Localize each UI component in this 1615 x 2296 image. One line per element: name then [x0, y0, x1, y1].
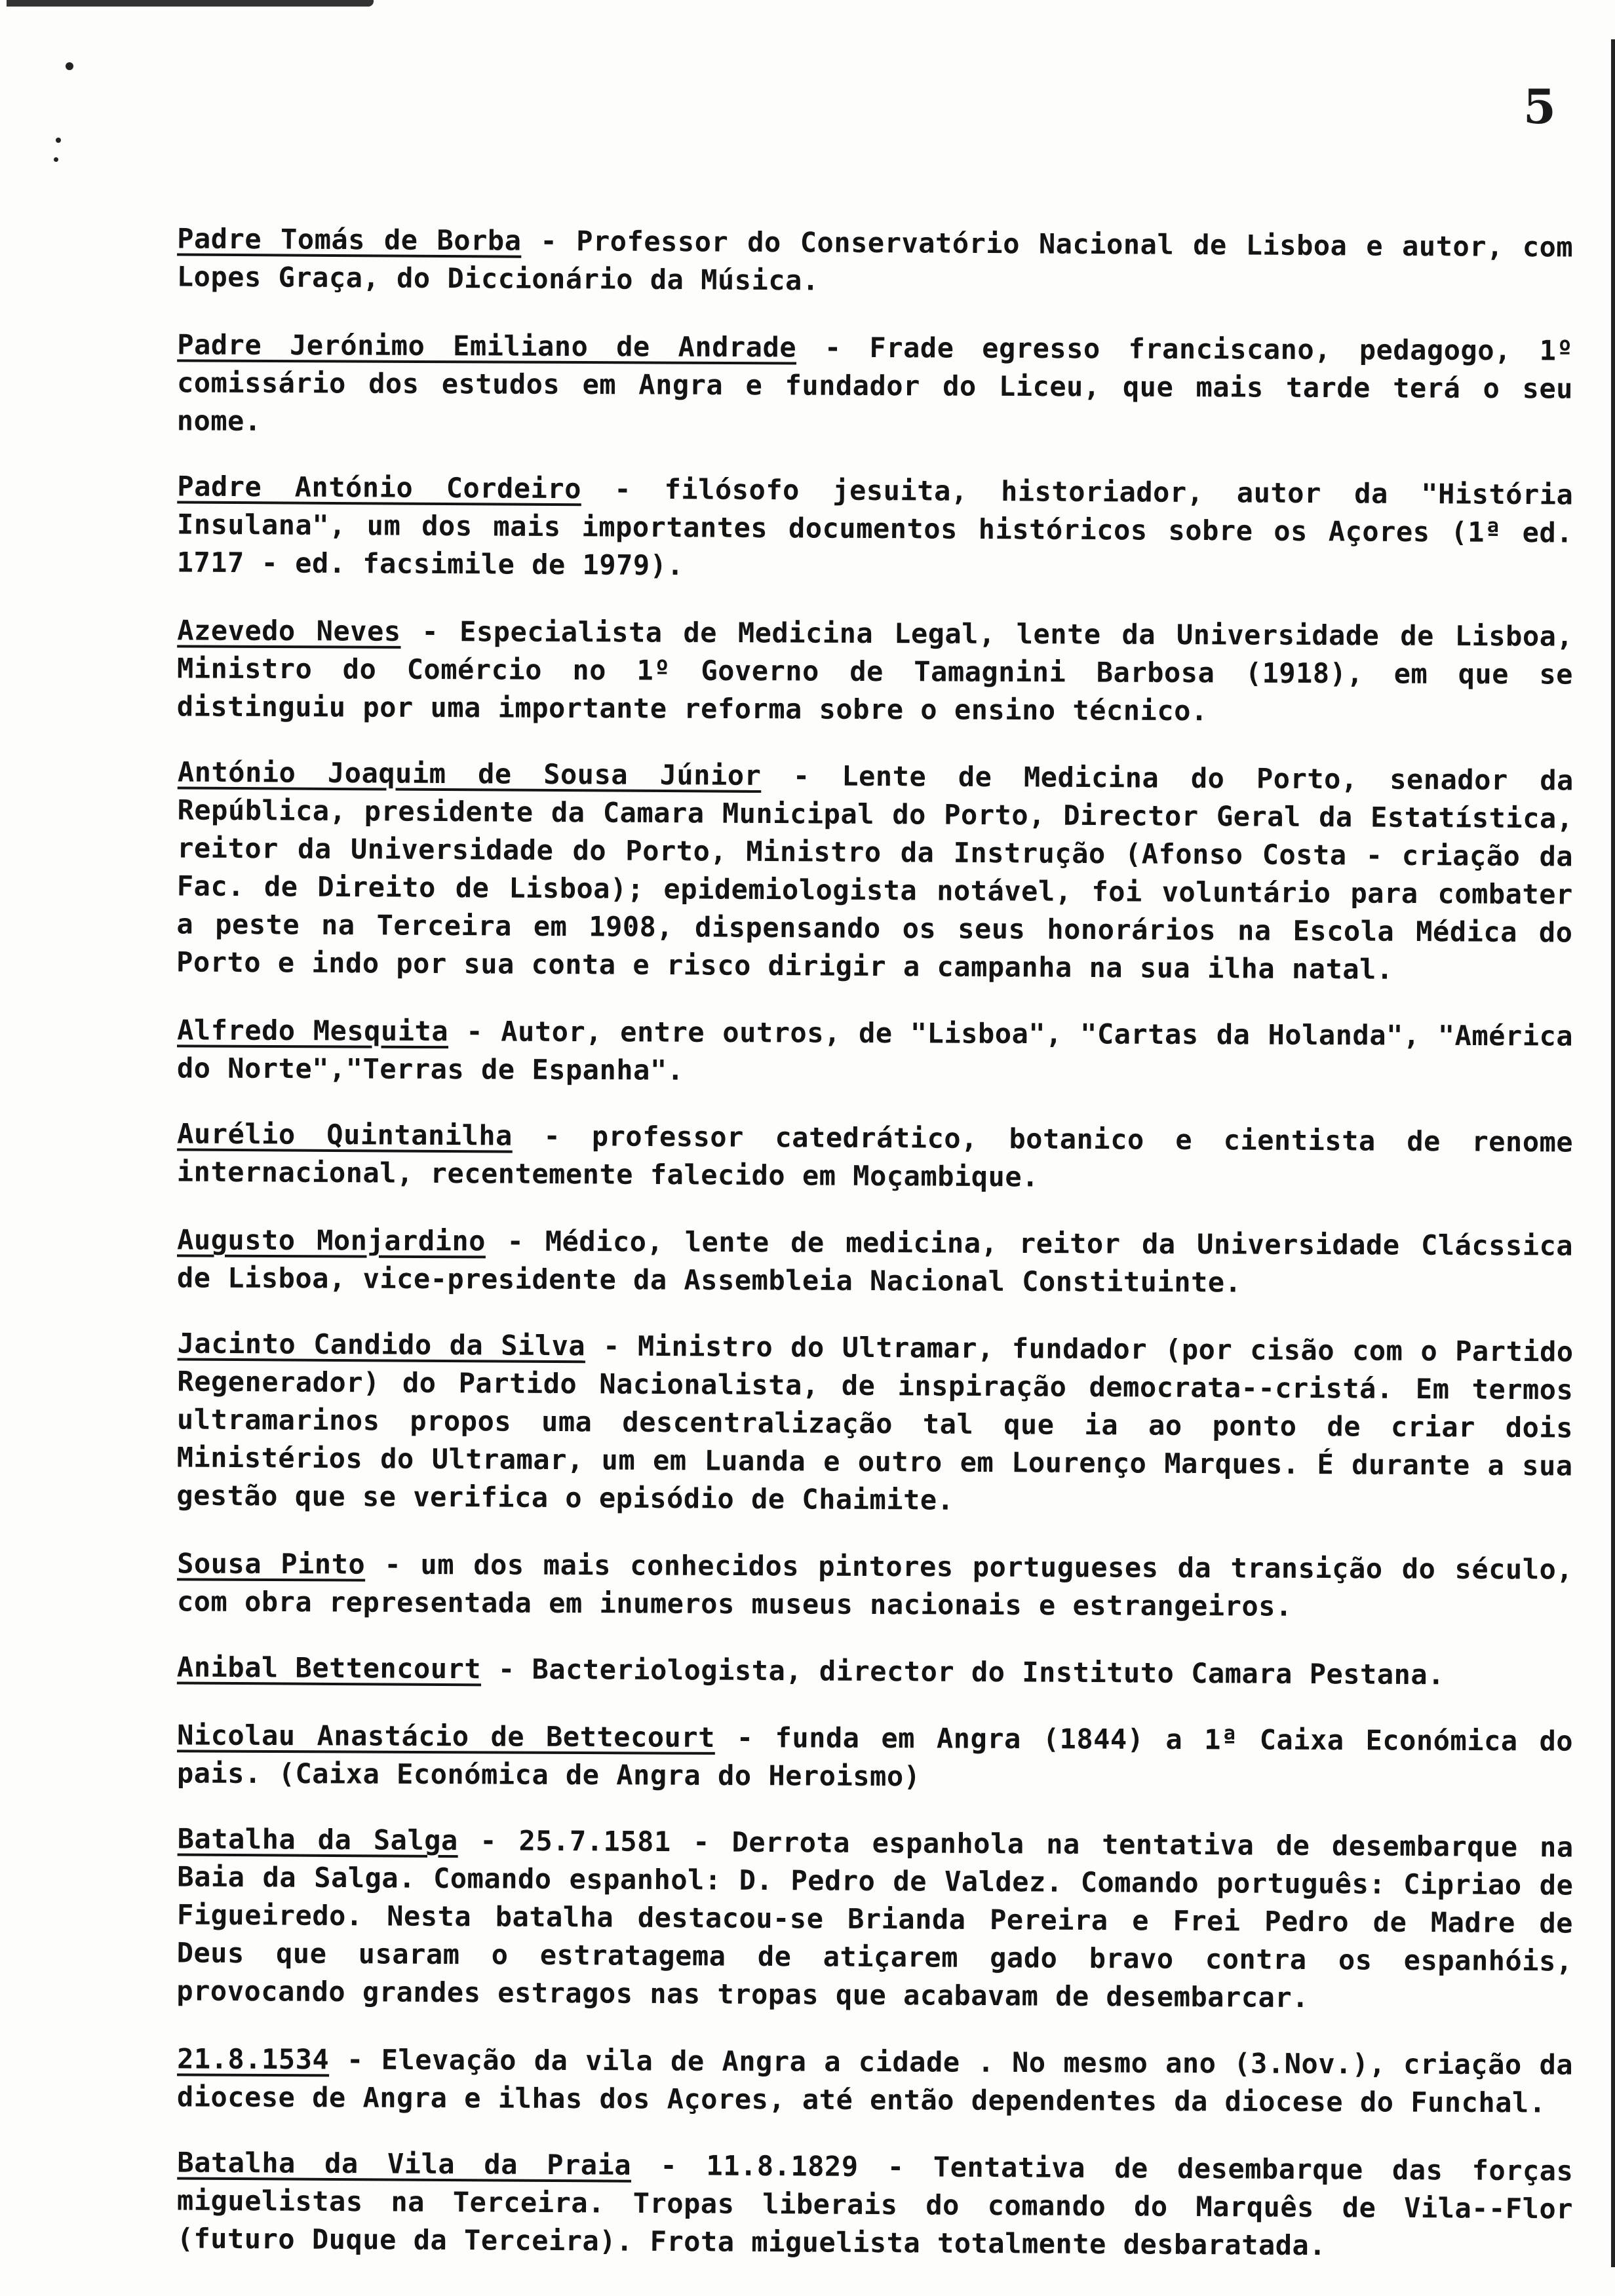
entry-term: Aurélio Quintanilha: [177, 1117, 513, 1152]
entry-description: - filósofo jesuita, historiador, autor da "História Insulana", um dos mais importantes documentos históricos sobre os Açores (1ª ed. 1717 - ed. facsimile de 1979).: [176, 472, 1574, 582]
entry-term: Padre Jerónimo Emiliano de Andrade: [177, 328, 797, 364]
entry-term: Augusto Monjardino: [177, 1223, 486, 1257]
scan-edge-mark: [1611, 39, 1615, 2267]
entry-description: - Lente de Medicina do Porto, senador da República, presidente da Camara Municipal do Porto, Director Geral da Estatística, reitor da Universidade do Porto, Ministro da Instrução (Afonso Costa - criação da Fac. de Direito de Lisboa); epidemiologista notável, foi voluntário para combater a peste na Terceira em 1908, dispensando os seus honorários na Escola Médica do Porto e indo por sua conta e risco dirigir a campanha na sua ilha natal.: [176, 759, 1574, 985]
glossary-entry: [176, 467, 1573, 590]
entry-description: - Bacteriologista, director do Instituto Camara Pestana.: [481, 1653, 1445, 1691]
glossary-entry: [176, 1324, 1574, 1523]
entry-description: - 25.7.1581 - Derrota espanhola na tentativa de desembarque na Baia da Salga. Comando espanhol: D. Pedro de Valdez. Comando português: Cipriao de Figueiredo. Nesta batalha destacou-se Brianda Pereira e Frei Pedro de Madre de Deus que usaram o estratagema de atiçarem gado bravo contra os espanhóis, provocando grandes estragos nas tropas que acabavam de desembarcar.: [176, 1824, 1574, 2014]
entry-description: - Elevação da vila de Angra a cidade . No mesmo ano (3.Nov.), criação da diocese de Angra e ilhas dos Açores, até então dependentes da diocese do Funchal.: [176, 2043, 1574, 2119]
scan-edge-mark: [7, 0, 374, 7]
glossary-entry: [177, 1221, 1573, 1303]
glossary-entry: [177, 1648, 1573, 1694]
glossary-entry: [176, 1820, 1574, 2018]
entry-description: - Autor, entre outros, de "Lisboa", "Cartas da Holanda", "América do Norte","Terras de Espanha".: [176, 1015, 1574, 1086]
entry-term: António Joaquim de Sousa Júnior: [177, 756, 762, 792]
glossary-entry: [177, 1544, 1573, 1626]
entry-description: - Frade egresso franciscano, pedagogo, 1º comissário dos estudos em Angra e fundador do Liceu, que mais tarde terá o seu nome.: [176, 331, 1574, 437]
entry-description: - funda em Angra (1844) a 1ª Caixa Económica do pais. (Caixa Económica de Angra do Heroismo): [176, 1721, 1574, 1793]
entry-description: - Ministro do Ultramar, fundador (por cisão com o Partido Regenerador) do Partido Nacionalista, de inspiração democrata--cristá. Em termos ultramarinos propos uma descentralização tal que ia ao ponto de criar dois Ministérios do Ultramar, um em Luanda e outro em Lourenço Marques. É durante a sua gestão que se verifica o episódio de Chaimite.: [176, 1330, 1574, 1516]
entry-description: - Professor do Conservatório Nacional de Lisboa e autor, com Lopes Graça, do Diccionário da Música.: [176, 224, 1574, 297]
glossary-entries: [177, 197, 1573, 2291]
glossary-entry: [177, 611, 1574, 731]
scan-speck: [56, 138, 61, 143]
entry-description: - 11.8.1829 - Tentativa de desembarque das forças miguelistas na Terceira. Tropas liberais do comando do Marquês de Vila--Flor (futuro Duque da Terceira). Frota miguelista totalmente desbaratada.: [176, 2149, 1574, 2262]
entry-description: - Especialista de Medicina Legal, lente da Universidade de Lisboa, Ministro do Comércio no 1º Governo de Tamagnini Barbosa (1918), em que se distinguiu por uma importante reforma sobre o ensino técnico.: [176, 615, 1574, 727]
glossary-entry: [177, 220, 1574, 304]
glossary-entry: [177, 1716, 1573, 1798]
entry-description: - um dos mais conhecidos pintores portugueses da transição do século, com obra representada em inumeros museus nacionais e estrangeiros.: [176, 1548, 1574, 1622]
glossary-entry: [177, 1115, 1574, 1199]
entry-term: Padre António Cordeiro: [177, 470, 582, 505]
glossary-entry: [176, 753, 1574, 989]
entry-term: Azevedo Neves: [177, 614, 401, 647]
glossary-entry: [177, 2040, 1573, 2122]
entry-term: Sousa Pinto: [177, 1547, 366, 1580]
page-number: 5: [1523, 79, 1556, 134]
glossary-entry: [177, 326, 1574, 446]
glossary-entry: [177, 1011, 1573, 1093]
entry-term: Batalha da Vila da Praia: [177, 2146, 632, 2181]
entry-description: - professor catedrático, botanico e cientista de renome internacional, recentemente falecido em Moçambique.: [176, 1119, 1574, 1193]
scan-speck: [66, 62, 73, 70]
entry-term: Jacinto Candido da Silva: [177, 1327, 586, 1362]
entry-term: Padre Tomás de Borba: [177, 222, 522, 257]
entry-term: Alfredo Mesquita: [177, 1014, 449, 1048]
scan-speck: [54, 157, 58, 162]
entry-description: - Médico, lente de medicina, reitor da Universidade Clácssica de Lisboa, vice-presidente da Assembleia Nacional Constituinte.: [176, 1225, 1574, 1299]
entry-term: Nicolau Anastácio de Bettecourt: [177, 1719, 716, 1753]
entry-term: 21.8.1534: [177, 2042, 330, 2076]
glossary-entry: [176, 2143, 1573, 2266]
entry-term: Batalha da Salga: [177, 1822, 458, 1857]
entry-term: Anibal Bettencourt: [176, 1651, 482, 1685]
